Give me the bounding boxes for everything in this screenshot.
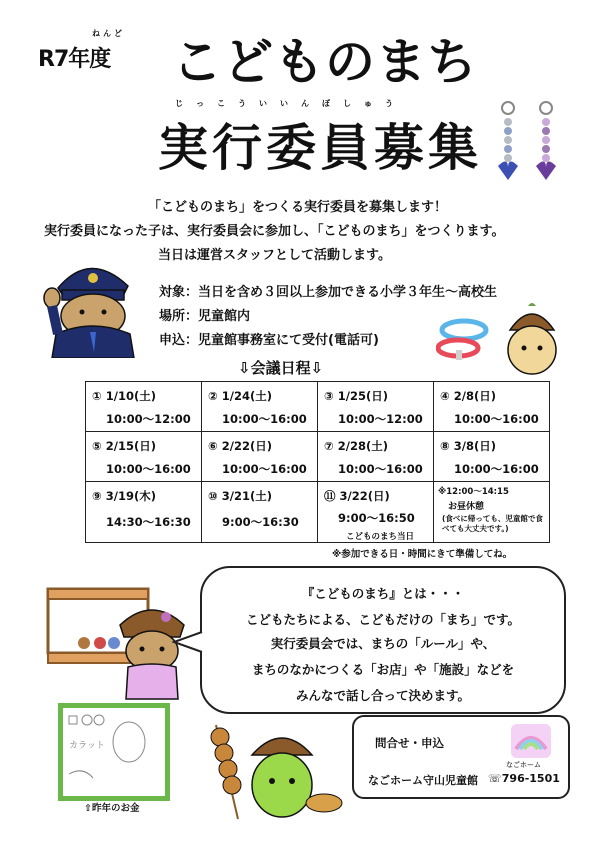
meeting-time: 10:00～12:00 <box>338 412 423 426</box>
meeting-date: ② 1/24(土) <box>208 389 272 403</box>
page-title: こどものまち <box>172 33 478 91</box>
year-ruby: ねんど <box>92 29 125 38</box>
meeting-date: ⑦ 2/28(土) <box>324 439 388 453</box>
schedule-cell <box>318 432 434 482</box>
ring-toss-icon <box>438 321 486 360</box>
meeting-time: 10:00～16:00 <box>454 462 539 476</box>
acorn-dango-illustration <box>198 715 348 825</box>
page-subtitle: 実行委員募集 <box>158 119 482 177</box>
schedule-cell <box>86 432 202 482</box>
police-mascot-illustration <box>38 248 144 358</box>
meeting-date: ⑧ 3/8(日) <box>440 439 496 453</box>
contact-org: なごホーム守山児童館 <box>368 774 478 787</box>
bubble-line: こどもたちによる、こどもだけの「まち」です。 <box>245 612 520 627</box>
meeting-date: ⑤ 2/15(日) <box>92 439 156 453</box>
meeting-time: 10:00～16:00 <box>222 462 307 476</box>
meeting-time: 9:00～16:30 <box>222 515 299 529</box>
meeting-time: 10:00～16:00 <box>454 412 539 426</box>
keychain-illustration <box>488 98 568 188</box>
table-row <box>86 432 550 482</box>
meeting-time: 10:00～16:00 <box>106 462 191 476</box>
lunch-time: ※12:00～14:15 <box>438 487 509 497</box>
meeting-time: 14:30～16:30 <box>106 515 191 529</box>
schedule-footnote: ※参加できる日・時間にきて準備してね。 <box>332 549 513 560</box>
logo-text: なごホーム <box>506 761 541 769</box>
taiyaki-icon <box>306 794 342 812</box>
schedule-cell <box>434 382 550 432</box>
schedule-cell <box>202 482 318 543</box>
bubble-tail <box>172 630 204 654</box>
money-sample-frame <box>58 703 170 801</box>
bubble-line: 実行委員会では、まちの「ルール」や、 <box>270 636 496 651</box>
money-caption: ⇧昨年のお金 <box>84 803 140 814</box>
intro-line-1: 「こどものまち」をつくる実行委員を募集します！ <box>147 200 447 215</box>
keychain-blue-icon <box>498 102 518 180</box>
schedule-table <box>85 381 550 543</box>
event-day-note: こどものまち当日 <box>346 532 415 542</box>
meeting-date: ⑩ 3/21(土) <box>208 489 272 503</box>
meeting-time: 10:00～16:00 <box>222 412 307 426</box>
meeting-date: ⑥ 2/22(日) <box>208 439 272 453</box>
info-target: 対象：当日を含め３回以上参加できる小学３年生～高校生 <box>159 285 498 300</box>
contact-phone: ☏796-1501 <box>488 772 560 785</box>
girl-mascot-icon <box>120 610 184 699</box>
dango-icon <box>211 725 241 819</box>
acorn-ringtoss-illustration <box>436 300 568 380</box>
acorn-mascot-icon <box>508 303 556 374</box>
intro-line-3: 当日は運営スタッフとして活動します。 <box>158 248 391 263</box>
nago-home-logo-icon <box>508 721 554 761</box>
contact-label: 問合せ・申込 <box>375 736 444 750</box>
schedule-cell <box>86 382 202 432</box>
intro-line-2: 実行委員になった子は、実行委員会に参加し、「こどものまち」をつくります。 <box>44 224 505 239</box>
info-apply: 申込：児童館事務室にて受付(電話可) <box>159 333 379 348</box>
money-sketch-icon <box>63 708 165 796</box>
meeting-time: 9:00～16:50 <box>338 511 415 525</box>
meeting-time: 10:00～12:00 <box>106 412 191 426</box>
schedule-heading: ⇩会議日程⇩ <box>238 359 324 377</box>
money-sketch-label: カラット <box>69 741 105 751</box>
subtitle-ruby: じっこういいんぼしゅう <box>175 99 406 108</box>
schedule-cell <box>434 432 550 482</box>
schedule-cell <box>202 432 318 482</box>
schedule-cell <box>202 382 318 432</box>
bubble-line: まちのなかにつくる「お店」や「施設」などを <box>251 662 515 677</box>
table-row <box>86 482 550 543</box>
acorn-mascot-icon <box>252 738 312 817</box>
meeting-date: ① 1/10(土) <box>92 389 156 403</box>
schedule-cell <box>86 482 202 543</box>
year-label: R7年度 <box>38 47 111 72</box>
info-place: 場所：児童館内 <box>159 309 251 324</box>
speech-bubble <box>200 566 566 714</box>
schedule-cell <box>318 382 434 432</box>
meeting-time: 10:00～16:00 <box>338 462 423 476</box>
meeting-date: ⑪ 3/22(日) <box>324 489 390 503</box>
meeting-date: ④ 2/8(日) <box>440 389 496 403</box>
bubble-line: みんなで話し合って決めます。 <box>295 688 470 703</box>
keychain-purple-icon <box>536 102 556 180</box>
meeting-date: ③ 1/25(日) <box>324 389 388 403</box>
table-row <box>86 382 550 432</box>
lunch-label: お昼休憩 <box>448 502 485 512</box>
meeting-date: ⑨ 3/19(木) <box>92 489 156 503</box>
bubble-line: 『こどものまち』とは・・・ <box>301 586 465 601</box>
schedule-cell <box>318 482 434 543</box>
lunch-note: (食べに帰っても、児童館で食べても大丈夫です。) <box>442 514 543 533</box>
lunch-cell <box>434 482 550 543</box>
